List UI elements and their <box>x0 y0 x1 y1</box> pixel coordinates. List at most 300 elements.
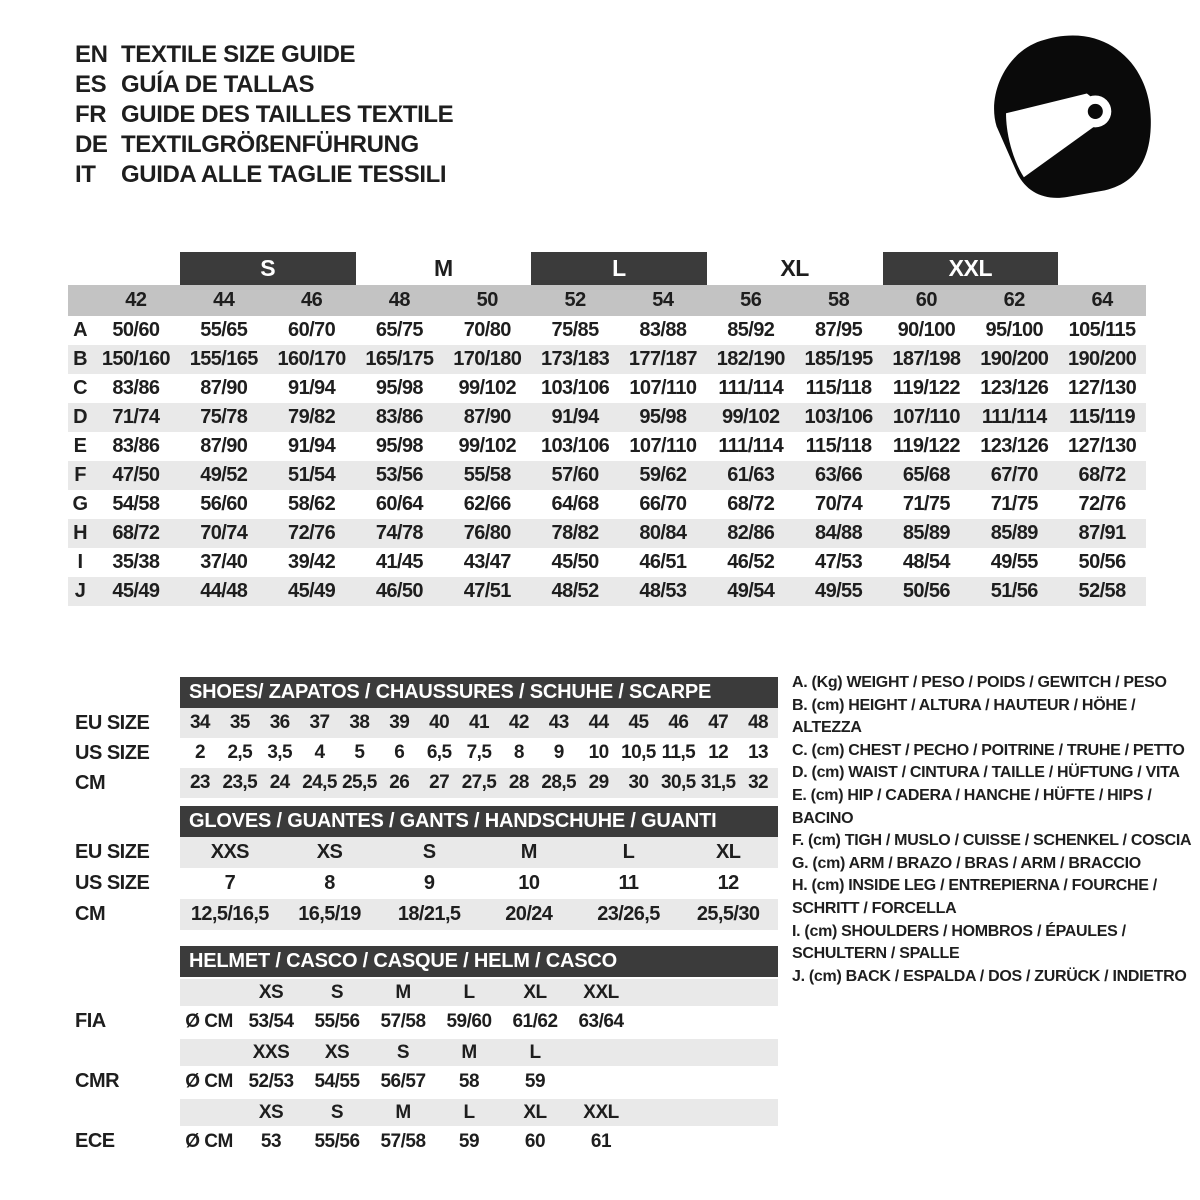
value-cell: 115/119 <box>1069 406 1136 428</box>
value-cell: 49/54 <box>727 580 775 602</box>
value-cell: 111/114 <box>718 377 784 399</box>
value-cell: 47/51 <box>463 580 511 602</box>
value-cell: 18/21,5 <box>397 903 461 925</box>
size-group-M: M <box>433 255 453 281</box>
size-cell: L <box>463 1101 475 1123</box>
value-cell: 39/42 <box>288 551 336 573</box>
value-cell: 50/60 <box>112 319 160 341</box>
value-cell: 45/49 <box>112 580 160 602</box>
size-cell: XXL <box>583 981 619 1003</box>
size-column-46: 46 <box>300 289 323 311</box>
row-label-spacer <box>68 677 180 708</box>
table-row-E <box>68 432 1146 461</box>
row-values <box>180 1066 778 1097</box>
value-cell: 28,5 <box>541 772 577 793</box>
value-cell: 173/183 <box>541 348 610 370</box>
row-values <box>180 1006 778 1037</box>
value-cell: 26 <box>389 772 410 793</box>
value-cell: 53/54 <box>248 1010 294 1032</box>
racing-helmet-icon <box>975 28 1163 208</box>
language-code: ES <box>75 71 107 98</box>
value-cell: 46/51 <box>639 551 687 573</box>
value-cell: 55/56 <box>314 1010 360 1032</box>
legend-item: G. (cm) ARM / BRAZO / BRAS / ARM / BRACCIO <box>792 854 1141 872</box>
value-cell: 10 <box>588 742 609 763</box>
measurement-legend <box>792 672 1198 988</box>
size-column-64: 64 <box>1091 289 1113 311</box>
legend-item: F. (cm) TIGH / MUSLO / CUISSE / SCHENKEL / COSCIA <box>792 832 1192 850</box>
value-cell: 63/66 <box>815 464 863 486</box>
value-cell: 31,5 <box>700 772 736 793</box>
size-group-XXL: XXL <box>883 252 1059 285</box>
row-values <box>180 738 778 768</box>
value-cell: XXS <box>210 841 249 863</box>
unit-cell: Ø CM <box>185 1010 233 1032</box>
value-cell: 99/102 <box>721 406 780 428</box>
value-cell: 75/85 <box>551 319 599 341</box>
value-cell: 35 <box>229 712 250 733</box>
value-cell: 48 <box>748 712 769 733</box>
value-cell: 30,5 <box>661 772 696 793</box>
row-label: CM <box>75 903 106 925</box>
value-cell: 60/64 <box>375 493 423 515</box>
language-title: TEXTILE SIZE GUIDE <box>121 41 356 68</box>
value-cell: 12 <box>708 742 729 763</box>
value-cell: 65/75 <box>375 319 423 341</box>
row-letter: B <box>73 348 87 370</box>
value-cell: 5 <box>354 742 365 763</box>
value-cell: 76/80 <box>463 522 511 544</box>
value-cell: 24,5 <box>302 772 337 793</box>
language-title: GUIDE DES TAILLES TEXTILE <box>121 101 454 128</box>
helmet-size-table <box>68 946 780 1157</box>
row-label: CMR <box>75 1070 120 1092</box>
value-cell: XL <box>715 841 741 863</box>
value-cell: XS <box>316 841 343 863</box>
value-cell: 95/98 <box>639 406 687 428</box>
table-row <box>68 868 780 899</box>
value-cell: 56/57 <box>380 1070 426 1092</box>
value-cell: 91/94 <box>288 435 336 457</box>
size-column-44: 44 <box>213 289 235 311</box>
language-line <box>75 40 453 70</box>
row-letter: F <box>74 464 86 486</box>
row-letter: I <box>77 551 83 573</box>
row-label <box>68 979 180 1006</box>
value-cell: 119/122 <box>892 377 960 399</box>
value-cell: 123/126 <box>980 435 1049 457</box>
shoes-size-table <box>68 677 780 798</box>
value-cell: 78/82 <box>551 522 599 544</box>
value-cell: 55/65 <box>200 319 248 341</box>
value-cell: 87/90 <box>200 377 248 399</box>
table-row <box>68 738 780 768</box>
table-row <box>68 899 780 930</box>
value-cell: 6 <box>394 742 405 763</box>
size-cell: M <box>395 1101 411 1123</box>
value-cell: 127/130 <box>1068 377 1137 399</box>
row-label: US SIZE <box>75 872 150 894</box>
value-cell: 9 <box>423 872 435 894</box>
table-row-A <box>68 316 1146 345</box>
value-cell: S <box>422 841 436 863</box>
table-row-G <box>68 490 1146 519</box>
size-cell: XL <box>523 981 547 1003</box>
value-cell: 16,5/19 <box>298 903 361 925</box>
size-cell: XXS <box>252 1041 290 1063</box>
language-title-list <box>75 40 453 190</box>
value-cell: 68/72 <box>1078 464 1126 486</box>
value-cell: 66/70 <box>639 493 687 515</box>
value-cell: 67/70 <box>990 464 1038 486</box>
value-cell: 2,5 <box>227 742 253 763</box>
row-values <box>180 837 778 868</box>
measurement-rows <box>68 316 1146 606</box>
legend-item: E. (cm) HIP / CADERA / HANCHE / HÜFTE / HIPS / BACINO <box>792 786 1152 827</box>
value-cell: 64/68 <box>551 493 599 515</box>
value-cell: 54/55 <box>314 1070 360 1092</box>
row-label <box>68 1099 180 1126</box>
value-cell: 62/66 <box>463 493 511 515</box>
value-cell: 105/115 <box>1068 319 1136 341</box>
value-cell: 83/86 <box>112 435 160 457</box>
value-cell: 170/180 <box>453 348 522 370</box>
table-row <box>68 1006 780 1037</box>
row-label: ECE <box>75 1130 115 1152</box>
value-cell: 48/53 <box>639 580 687 602</box>
value-cell: 115/118 <box>805 377 872 399</box>
size-column-48: 48 <box>388 289 411 311</box>
value-cell: 63/64 <box>578 1010 624 1032</box>
language-line <box>75 130 453 160</box>
size-cell: L <box>529 1041 541 1063</box>
value-cell: 83/86 <box>375 406 423 428</box>
value-cell: 46 <box>668 712 689 733</box>
language-code: FR <box>75 101 107 128</box>
value-cell: 83/86 <box>112 377 160 399</box>
row-label: EU SIZE <box>75 711 150 734</box>
gloves-size-table <box>68 806 780 930</box>
value-cell: 70/80 <box>463 319 511 341</box>
value-cell: 119/122 <box>892 435 960 457</box>
value-cell: 87/91 <box>1078 522 1126 544</box>
size-number-row <box>68 285 1146 316</box>
value-cell: 49/55 <box>990 551 1038 573</box>
value-cell: 85/89 <box>902 522 950 544</box>
size-cell: XXL <box>583 1101 619 1123</box>
table-row-H <box>68 519 1146 548</box>
row-label <box>68 1039 180 1066</box>
legend-item: B. (cm) HEIGHT / ALTURA / HAUTEUR / HÖHE / ALTEZZA <box>792 696 1136 737</box>
helmet-band-ECE <box>68 1099 780 1157</box>
value-cell: 103/106 <box>541 377 610 399</box>
value-cell: 51/56 <box>990 580 1038 602</box>
value-cell: 8 <box>324 872 335 894</box>
row-label-spacer <box>68 946 180 977</box>
row-values <box>180 1126 778 1157</box>
value-cell: 190/200 <box>1068 348 1137 370</box>
table-row <box>68 1126 780 1157</box>
value-cell: 190/200 <box>980 348 1049 370</box>
table-row <box>68 1066 780 1097</box>
size-cell: XL <box>523 1101 547 1123</box>
value-cell: 41/45 <box>375 551 423 573</box>
row-label-spacer <box>68 806 180 837</box>
value-cell: 56/60 <box>200 493 248 515</box>
legend-item: D. (cm) WAIST / CINTURA / TAILLE / HÜFTUNG / VITA <box>792 764 1180 782</box>
value-cell: 87/95 <box>815 319 863 341</box>
value-cell: 84/88 <box>815 522 863 544</box>
legend-item: A. (Kg) WEIGHT / PESO / POIDS / GEWITCH / PESO <box>792 674 1167 691</box>
value-cell: 85/92 <box>727 319 775 341</box>
value-cell: 95/100 <box>985 319 1044 341</box>
size-cell: L <box>463 981 475 1003</box>
value-cell: 61/63 <box>727 464 775 486</box>
value-cell: 91/94 <box>288 377 336 399</box>
value-cell: 68/72 <box>112 522 160 544</box>
language-line <box>75 70 453 100</box>
value-cell: 48/52 <box>551 580 599 602</box>
textile-size-table <box>68 252 1146 606</box>
row-letter: A <box>73 319 87 341</box>
legend-item: I. (cm) SHOULDERS / HOMBROS / ÉPAULES / SCHULTERN / SPALLE <box>792 922 1126 963</box>
size-cell: XS <box>258 981 284 1003</box>
value-cell: 2 <box>194 742 205 763</box>
value-cell: 57/60 <box>551 464 599 486</box>
value-cell: 85/89 <box>990 522 1038 544</box>
value-cell: 49/52 <box>200 464 248 486</box>
value-cell: 79/82 <box>288 406 336 428</box>
table-row <box>68 837 780 868</box>
table-row <box>68 768 780 798</box>
size-cell: XS <box>324 1041 350 1063</box>
value-cell: 80/84 <box>639 522 687 544</box>
table-row-J <box>68 577 1146 606</box>
row-label: CM <box>75 771 106 794</box>
size-column-42: 42 <box>125 289 147 311</box>
row-values <box>180 708 778 738</box>
value-cell: 23,5 <box>222 772 258 793</box>
size-cell: M <box>461 1041 477 1063</box>
value-cell: 52/58 <box>1078 580 1126 602</box>
value-cell: 82/86 <box>727 522 775 544</box>
row-letter: G <box>72 493 88 515</box>
value-cell: 11,5 <box>661 742 696 763</box>
row-values <box>180 868 778 899</box>
value-cell: 75/78 <box>200 406 248 428</box>
value-cell: 37/40 <box>200 551 248 573</box>
size-cell: S <box>330 1101 344 1123</box>
value-cell: 103/106 <box>804 406 873 428</box>
unit-cell: Ø CM <box>185 1070 233 1092</box>
value-cell: 59/62 <box>639 464 687 486</box>
value-cell: 71/75 <box>902 493 950 515</box>
value-cell: 107/110 <box>629 377 697 399</box>
row-letter: C <box>73 377 87 399</box>
legend-item: H. (cm) INSIDE LEG / ENTREPIERNA / FOURCHE / SCHRITT / FORCELLA <box>792 877 1157 917</box>
value-cell: 46/52 <box>727 551 775 573</box>
value-cell: 11 <box>618 872 639 894</box>
value-cell: 25,5 <box>342 772 377 793</box>
language-line <box>75 100 453 130</box>
value-cell: 57/58 <box>380 1130 426 1152</box>
value-cell: 3,5 <box>267 742 292 763</box>
value-cell: 6,5 <box>426 742 452 763</box>
value-cell: 107/110 <box>892 406 960 428</box>
value-cell: 9 <box>553 742 564 763</box>
value-cell: 155/165 <box>189 348 258 370</box>
value-cell: 4 <box>314 742 325 763</box>
value-cell: 13 <box>748 742 769 763</box>
row-letter: J <box>74 580 86 602</box>
value-cell: 45/49 <box>288 580 336 602</box>
value-cell: 44/48 <box>200 580 248 602</box>
value-cell: 127/130 <box>1068 435 1137 457</box>
table-row <box>68 708 780 738</box>
table-row-I <box>68 548 1146 577</box>
value-cell: 115/118 <box>805 435 872 457</box>
value-cell: 103/106 <box>541 435 610 457</box>
value-cell: 10 <box>518 872 540 894</box>
value-cell: 60/70 <box>288 319 336 341</box>
value-cell: 187/198 <box>892 348 961 370</box>
table-row-B <box>68 345 1146 374</box>
value-cell: 42 <box>508 712 529 733</box>
value-cell: 38 <box>349 712 370 733</box>
language-line <box>75 160 453 190</box>
value-cell: 36 <box>269 712 290 733</box>
size-column-52: 52 <box>564 289 586 311</box>
value-cell: 46/50 <box>375 580 423 602</box>
legend-item: J. (cm) BACK / ESPALDA / DOS / ZURÜCK / INDIETRO <box>792 967 1187 985</box>
value-cell: 111/114 <box>718 435 784 457</box>
row-values <box>180 899 778 930</box>
value-cell: 24 <box>269 772 290 793</box>
value-cell: 41 <box>469 712 489 733</box>
size-cell: XS <box>258 1101 284 1123</box>
value-cell: 50/56 <box>1078 551 1126 573</box>
value-cell: 95/98 <box>375 377 423 399</box>
value-cell: 48/54 <box>902 551 950 573</box>
size-column-58: 58 <box>827 289 850 311</box>
value-cell: 10,5 <box>621 742 656 763</box>
value-cell: 34 <box>189 712 210 733</box>
value-cell: 70/74 <box>200 522 248 544</box>
helmet-band-FIA <box>68 979 780 1037</box>
value-cell: 87/90 <box>463 406 511 428</box>
value-cell: 47 <box>708 712 729 733</box>
table-row <box>68 979 780 1006</box>
size-group-L: L <box>531 252 707 285</box>
row-label: US SIZE <box>75 741 150 764</box>
value-cell: 59 <box>458 1130 480 1152</box>
shoes-section-title: SHOES/ ZAPATOS / CHAUSSURES / SCHUHE / SCARPE <box>180 677 778 708</box>
size-cell: M <box>395 981 411 1003</box>
value-cell: 70/74 <box>815 493 863 515</box>
unit-cell: Ø CM <box>185 1130 233 1152</box>
value-cell: 7,5 <box>466 742 492 763</box>
value-cell: 47/50 <box>112 464 160 486</box>
table-row-F <box>68 461 1146 490</box>
size-cell: S <box>330 981 344 1003</box>
value-cell: 54/58 <box>112 493 160 515</box>
value-cell: 87/90 <box>200 435 248 457</box>
value-cell: 150/160 <box>101 348 170 370</box>
row-values <box>180 1099 778 1126</box>
value-cell: 23 <box>189 772 210 793</box>
value-cell: 52/53 <box>248 1070 294 1092</box>
value-cell: 60 <box>524 1130 546 1152</box>
value-cell: 30 <box>628 772 649 793</box>
row-values <box>180 768 778 798</box>
value-cell: 47/53 <box>815 551 863 573</box>
value-cell: 27,5 <box>461 772 497 793</box>
value-cell: 160/170 <box>277 348 346 370</box>
value-cell: 29 <box>588 772 609 793</box>
size-column-60: 60 <box>915 289 938 311</box>
value-cell: 74/78 <box>375 522 423 544</box>
value-cell: 55/58 <box>463 464 511 486</box>
value-cell: 71/74 <box>112 406 160 428</box>
value-cell: 61/62 <box>512 1010 558 1032</box>
row-letter: E <box>73 435 87 457</box>
value-cell: 83/88 <box>639 319 687 341</box>
value-cell: M <box>520 841 537 863</box>
value-cell: 72/76 <box>288 522 336 544</box>
row-label: FIA <box>75 1010 106 1032</box>
legend-item: C. (cm) CHEST / PECHO / POITRINE / TRUHE / PETTO <box>792 741 1185 759</box>
size-column-56: 56 <box>740 289 762 311</box>
value-cell: 58/62 <box>288 493 336 515</box>
value-cell: 111/114 <box>981 406 1047 428</box>
value-cell: 7 <box>224 872 236 894</box>
value-cell: 51/54 <box>288 464 336 486</box>
value-cell: 12,5/16,5 <box>190 903 269 925</box>
size-group-S: S <box>180 252 356 285</box>
value-cell: 45/50 <box>551 551 599 573</box>
row-label: EU SIZE <box>75 841 150 863</box>
language-title: GUIDA ALLE TAGLIE TESSILI <box>121 161 447 188</box>
language-code: DE <box>75 131 108 158</box>
value-cell: 45 <box>628 712 649 733</box>
value-cell: 58 <box>458 1070 480 1092</box>
value-cell: 8 <box>513 742 524 763</box>
value-cell: L <box>622 841 635 863</box>
table-row-D <box>68 403 1146 432</box>
value-cell: 72/76 <box>1078 493 1126 515</box>
row-letter: D <box>73 406 87 428</box>
value-cell: 91/94 <box>551 406 599 428</box>
value-cell: 71/75 <box>990 493 1038 515</box>
value-cell: 12 <box>717 872 739 894</box>
value-cell: 43 <box>548 712 569 733</box>
value-cell: 49/55 <box>815 580 863 602</box>
value-cell: 185/195 <box>804 348 873 370</box>
row-values <box>180 979 778 1006</box>
value-cell: 59/60 <box>446 1010 492 1032</box>
value-cell: 99/102 <box>458 377 517 399</box>
value-cell: 165/175 <box>365 348 434 370</box>
value-cell: 65/68 <box>902 464 950 486</box>
table-row <box>68 1099 780 1126</box>
value-cell: 61 <box>590 1130 612 1152</box>
value-cell: 23/26,5 <box>597 903 660 925</box>
size-group-XL: XL <box>780 255 809 281</box>
value-cell: 43/47 <box>463 551 511 573</box>
value-cell: 68/72 <box>727 493 775 515</box>
value-cell: 53/56 <box>375 464 423 486</box>
value-cell: 28 <box>508 772 529 793</box>
